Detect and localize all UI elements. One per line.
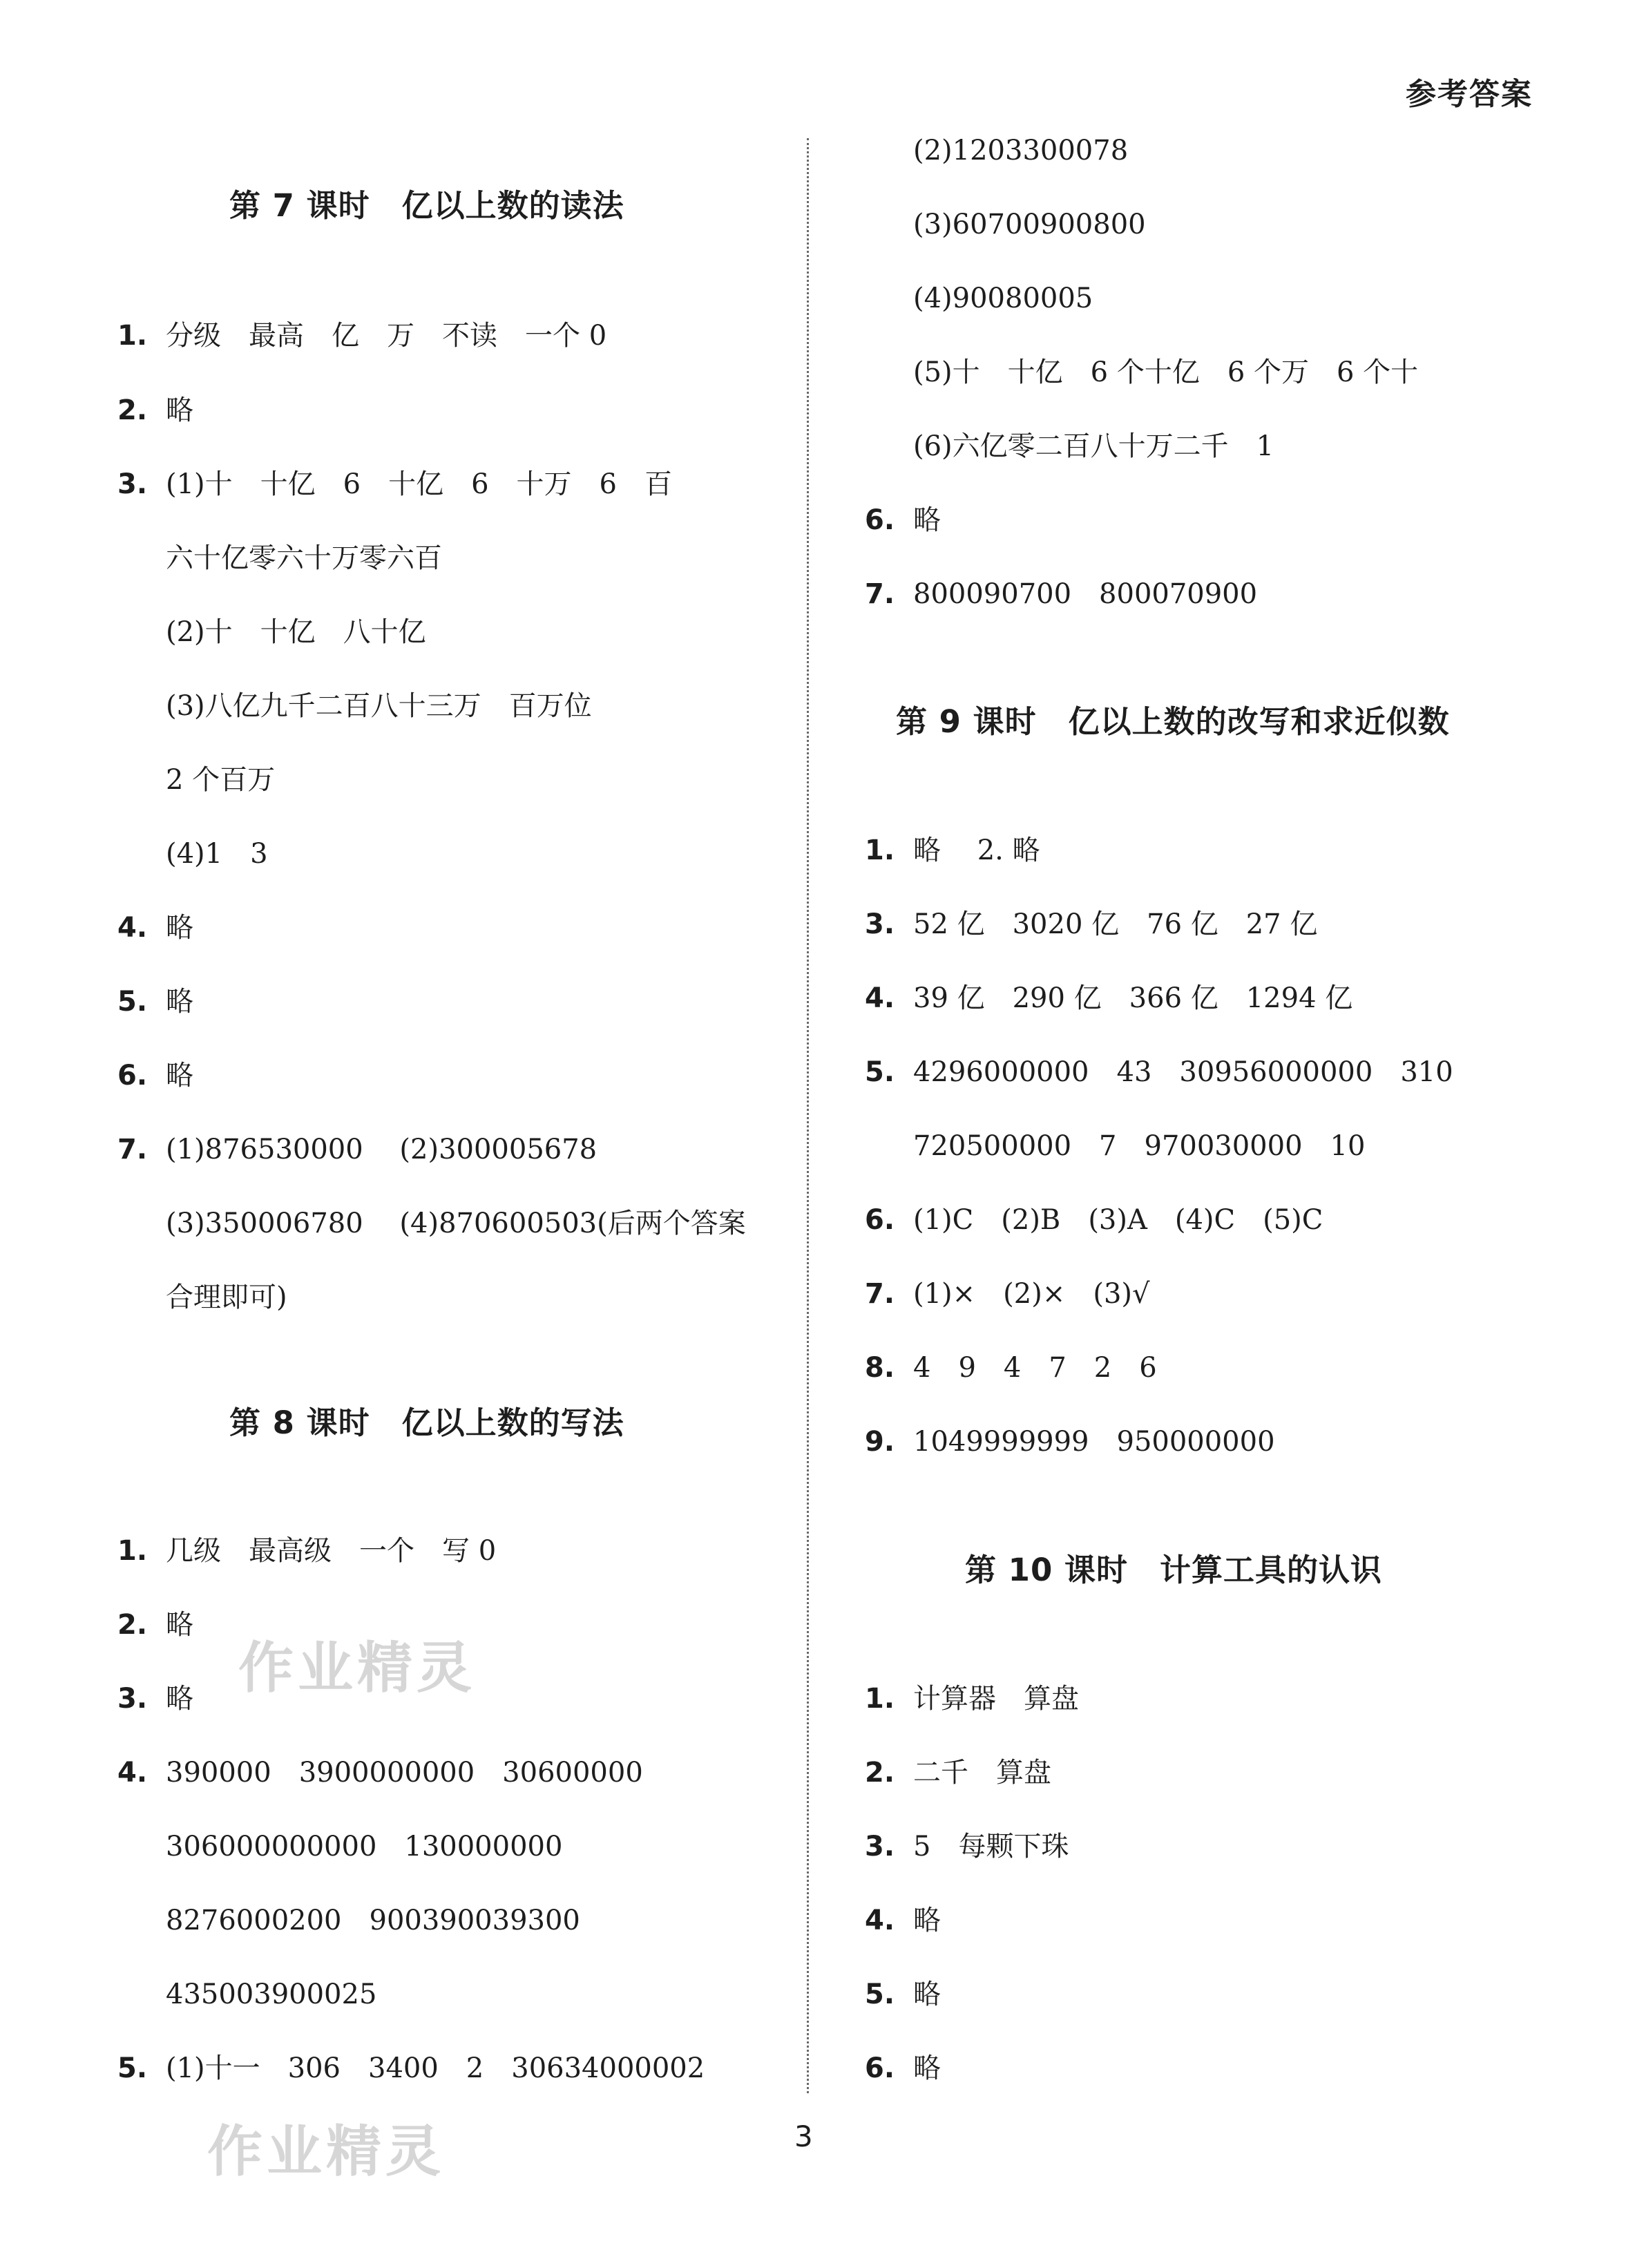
lesson9-q5-line2: 720500000 7 970030000 10: [913, 1130, 1366, 1162]
question-number: 5.: [865, 1979, 895, 2010]
question-number: 1.: [865, 835, 895, 866]
answer-text: (1)876530000 (2)300005678: [166, 1134, 597, 1165]
answer-text: 略: [913, 504, 941, 536]
question-number: 3.: [865, 1831, 895, 1862]
question-number: 5.: [865, 1056, 895, 1088]
answer-text: 略: [913, 1979, 941, 2010]
lesson10-title: 第 10 课时 计算工具的认识: [965, 1552, 1382, 1588]
answer-text: 390000 3900000000 30600000: [166, 1757, 643, 1789]
answer-text: 略: [913, 1905, 941, 1936]
question-number: 4.: [865, 1905, 895, 1936]
lesson8-q5-line2: (2)1203300078: [913, 135, 1129, 166]
answer-text: 略: [166, 394, 193, 426]
lesson7-q3-line5: 2 个百万: [166, 764, 276, 796]
answer-text: 1049999999 950000000: [913, 1426, 1275, 1458]
answer-text: 略: [913, 2052, 941, 2084]
lesson7-title: 第 7 课时 亿以上数的读法: [229, 187, 624, 224]
watermark-lower: 作业精灵: [207, 2119, 445, 2184]
question-number: 4.: [117, 1757, 148, 1789]
answer-text: 4296000000 43 30956000000 310: [913, 1056, 1453, 1088]
question-number: 2.: [865, 1757, 895, 1789]
answer-text: 5 每颗下珠: [913, 1831, 1069, 1862]
answer-text: 计算器 算盘: [913, 1683, 1079, 1715]
lesson7-q7-line2: (3)350006780 (4)870600503(后两个答案: [166, 1208, 746, 1239]
answer-text: 略 2. 略: [913, 835, 1040, 866]
column-divider: [807, 138, 809, 2093]
lesson9-title: 第 9 课时 亿以上数的改写和求近似数: [896, 703, 1450, 740]
watermark-upper: 作业精灵: [238, 1636, 476, 1700]
question-number: 2.: [117, 394, 148, 426]
answer-text: (1)十一 306 3400 2 30634000002: [166, 2052, 705, 2084]
question-number: 7.: [865, 578, 895, 610]
question-number: 9.: [865, 1426, 895, 1458]
answer-text: 略: [166, 1683, 193, 1715]
answer-text: (1)C (2)B (3)A (4)C (5)C: [913, 1204, 1323, 1236]
question-number: 4.: [117, 912, 148, 944]
question-number: 6.: [865, 1204, 895, 1236]
answer-text: 52 亿 3020 亿 76 亿 27 亿: [913, 908, 1318, 940]
question-number: 7.: [865, 1278, 895, 1310]
lesson8-q5-line4: (4)90080005: [913, 283, 1093, 314]
question-number: 4.: [865, 982, 895, 1014]
question-number: 6.: [117, 1060, 148, 1092]
lesson7-q3-line4: (3)八亿九千二百八十三万 百万位: [166, 690, 592, 722]
page-header-title: 参考答案: [1406, 77, 1533, 112]
page-number: 3: [794, 2119, 813, 2153]
question-number: 1.: [117, 320, 148, 352]
lesson8-q5-line5: (5)十 十亿 6 个十亿 6 个万 6 个十: [913, 356, 1419, 388]
question-number: 1.: [117, 1535, 148, 1567]
answer-text: 4 9 4 7 2 6: [913, 1352, 1157, 1384]
lesson7-q3-line3: (2)十 十亿 八十亿: [166, 616, 426, 648]
lesson8-q5-line6: (6)六亿零二百八十万二千 1: [913, 430, 1274, 462]
lesson7-q3-line6: (4)1 3: [166, 838, 268, 870]
answer-text: 略: [166, 986, 193, 1018]
answer-text: 略: [166, 1609, 193, 1641]
question-number: 3.: [865, 908, 895, 940]
question-number: 3.: [117, 468, 148, 500]
answer-text: 39 亿 290 亿 366 亿 1294 亿: [913, 982, 1353, 1014]
answer-text: 分级 最高 亿 万 不读 一个 0: [166, 320, 607, 352]
question-number: 1.: [865, 1683, 895, 1715]
lesson8-q4-line3: 8276000200 900390039300: [166, 1905, 580, 1936]
question-number: 6.: [865, 2052, 895, 2084]
lesson7-q3-line2: 六十亿零六十万零六百: [166, 542, 442, 574]
question-number: 3.: [117, 1683, 148, 1715]
answer-text: 几级 最高级 一个 写 0: [166, 1535, 497, 1567]
question-number: 2.: [117, 1609, 148, 1641]
lesson8-title: 第 8 课时 亿以上数的写法: [229, 1404, 624, 1441]
lesson8-q4-line4: 435003900025: [166, 1979, 377, 2010]
answer-text: 800090700 800070900: [913, 578, 1258, 610]
answer-text: (1)十 十亿 6 十亿 6 十万 6 百: [166, 468, 673, 500]
answer-text: 略: [166, 912, 193, 944]
question-number: 5.: [117, 2052, 148, 2084]
answer-text: 二千 算盘: [913, 1757, 1051, 1789]
question-number: 8.: [865, 1352, 895, 1384]
lesson7-q7-line3: 合理即可): [166, 1281, 287, 1313]
lesson8-q4-line2: 306000000000 130000000: [166, 1831, 563, 1862]
question-number: 7.: [117, 1134, 148, 1165]
lesson8-q5-line3: (3)60700900800: [913, 209, 1146, 240]
answer-text: 略: [166, 1060, 193, 1092]
answer-text: (1)× (2)× (3)√: [913, 1278, 1150, 1310]
question-number: 5.: [117, 986, 148, 1018]
question-number: 6.: [865, 504, 895, 536]
